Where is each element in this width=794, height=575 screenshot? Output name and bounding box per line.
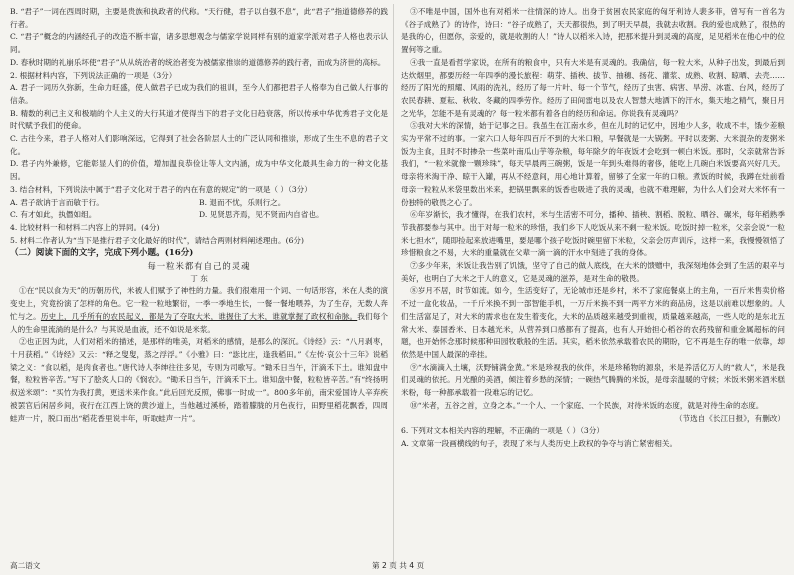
question-2-option-c: C. 古往今来，君子人格对人们影响深远，它得到了社会各阶层人士的广泛认同和推崇，形成了生生不息的君子文化。: [10, 134, 388, 156]
paragraph-6: ⑥年岁渐长，我才懂得，在我们农村，米与生活密不可分，播种、插秧、割稻、脱粒、晒谷、碾米，每年稻熟季节我都要参与其中。出于对每一粒米的珍惜，我们乡下人吃饭从来不剩一粒米饭。吃饭时掉一粒米，父亲会说“一粒米七担水”，随即捡起来放进嘴里，要是哪个孩子吃饭时碗里留下米粒，父亲会厉声训斥，这样一来，我慢慢领悟了珍惜粮食之不易，大米的重量就在父辈一滴一滴的汗水中刻进了我的身体。: [401, 210, 785, 258]
left-column: [10, 6, 388, 425]
paragraph-9: ⑨“水滴滴入土壤，沃野铺满金黄。”米是珍视我的伙伴，米是珍稀物的源泉，米是养活亿万人的“救人”，米是我们灵魂的依托。月光酿的美酒，倾注着乡愁的深情；一碗热气腾腾的米饭，是母亲温暖的守候；米饭米粥米酒米糕米粉，每一种都承载着一段难忘的记忆。: [401, 362, 785, 398]
question-6-stem: 6. 下列对文本相关内容的理解，不正确的一项是（ ）（3分）: [401, 426, 604, 436]
section-heading: （二）阅读下面的文字，完成下列小题。(16分): [10, 248, 194, 259]
paragraph-1-start: ①在“民以食为天”的历朝历代，米被人们赋予了神性的力量。我们很难用一个词、一句话形容，米在人类的演变史上，究竟扮演了怎样的角色。它一粒一粒地繁衍，一季一季地生长，一餐一餐地喂养，为了生存，无数人奔忙与之。: [10, 286, 388, 321]
question-2-option-d: D. 君子内外兼修，它能彰显人们的价值，增加温良恭俭让等人文内涵，成为中华文化最具生命力的一种文化基因。: [10, 159, 388, 182]
footer-page-number: 第 2 页 共 4 页: [372, 561, 425, 570]
paragraph-3: ③不唯是中国，国外也有对稻米一往情深的诗人。出身于贫困农民家庭的匈牙利诗人裴多菲，曾写有一首名为《谷子成熟了》的诗作，诗曰：“谷子成熟了，天天都很热，到了明天早晨，我就去收割。我的爱也成熟了，很热的是我的心，但愿你，亲爱的，就是收割的人！”诗人以稻米入诗，把那米提升到灵魂的高度，足见稻米在他心中的位置何等之重。: [401, 7, 785, 55]
paragraph-1-underlined: 历史上，几乎所有的农民起义，都是为了夺取大米，谁握住了大米，谁就掌握了政权和命脉。: [40, 311, 358, 321]
question-3-option-b: B. 退而不忧，乐则行之。: [199, 197, 286, 207]
paragraph-4: ④我一直是看哲学家说，在所有的粮食中，只有大米是有灵魂的。我确信，每一粒大米，从种子出发，到最后到达炊烟里，都要历经一年四季的漫长旅程：萌芽、插秧、拔节、抽穗、扬花、灌浆、成熟、收割、晾晒、去壳……经历了阳光的照耀、风雨的洗礼，经历了每一片叶、每一个节气，经历了虫害、病害、旱涝、冰雹、台风，经历了农民春耕、夏耘、秋收、冬藏的四季劳作。经历了田间雷电以及农人智慧大地洒下的汗水，集天地之精气，聚日月之光华，怎能不是有灵魂的？每一粒米都有着各自的经历和命运。你说我有灵魂吗？: [401, 57, 785, 118]
paragraph-1-end: 我们每个人的生命里流淌的是什么？与其说是血液，还不如说是米浆。: [10, 311, 389, 334]
paragraph-1: [10, 285, 388, 336]
question-5: 5. 材料二作者认为“当下是推行君子文化最好的时代”，请结合两则材料阐述理由。(6分): [10, 235, 304, 245]
paragraph-7: ⑦多少年来，米饭让我告别了饥饿，坚守了自己的做人底线，在大米的馈赠中，我深刻地体会到了生活的艰辛与美好，也明白了大米之于人的意义，它是灵魂的滋养，是对生命的敬畏。: [401, 261, 785, 283]
paragraph-5: ⑤我对大米的深情，始于记事之日。我虽生在江南水乡，但在儿时的记忆中，因地少人多，收成不丰，饿少差粮实为平常不过的事。一家六口人每年四百斤不到的大米口粮，早餐就是一大锅粥。平时以麦粥、大米混杂的麦粥米饭为主食，且时不时掺杂一些菜叶南瓜山芋等杂粮，每年除夕的年夜饭才会吃到一顿白米饭。那时，父亲就常告诉我们，“一粒米就像一颗珍珠”，每天早晨两三碗粥，饭是一年到头难得的奢侈，能吃上几碗白米饭要高兴好几天。母亲将米淘干净、晾干入罐，再从不经意间，用心地计算着，留够了全家一年的口粮。煮饭的时候，我蹲在灶前看母亲一粒粒从米袋里数出米来，把锅里飘来的饭香也吸进了我的灵魂，也就不难理解，为什么人们会对大米怀有一份独特的敬畏之心了。: [401, 121, 785, 207]
question-3-option-a: A. 君子欲讷于言而敏于行。: [10, 197, 104, 207]
question-3-option-c: C. 有才如此，执僭如组。: [10, 210, 97, 220]
right-column: [401, 6, 785, 451]
question-3-options: [10, 197, 388, 222]
option-d-top: D. 春秋时期的礼崩乐坏使“君子”从从统治者的统治者变为被儒家推崇的道德修养的践行者，而成为济世的高标。: [10, 57, 386, 67]
question-2-option-a: A. 君子一词历久弥新，生命力旺盛，使人做君子已成为我们的祖训，至今人们都把君子人格奉为自己做人行事的信条。: [10, 83, 388, 105]
question-6-option-a: A. 文章第一段画横线的句子，表现了米与人类历史上政权的争夺与消亡紧密相关。: [401, 438, 678, 448]
question-4: 4. 比较材料一和材料二内容上的异同。(4分): [10, 222, 160, 232]
question-3-option-d: D. 见贤思齐焉，见不贤而内自省也。: [199, 210, 324, 220]
option-b-top: B. “君子”一词在西周时期，主要是贵族和执政者的代称。“天行健，君子以自强不息”，此“君子”指道德修养的践行者。: [10, 7, 388, 29]
question-3-stem: 3. 结合材料，下列说法中属于“君子文化对于君子的内在有意的规定”的一项是（ ）（3分）: [10, 184, 312, 194]
article-author: 丁 东: [190, 273, 208, 283]
option-c-top: C. “君子”概念的内涵经孔子的改造不断丰富，诸多思想观念与儒家学说同样有别的道家学派对君子人格也表示认同。: [10, 32, 388, 55]
footer-subject: 高二语文: [10, 561, 41, 570]
article-title: 每一粒米都有自己的灵魂: [147, 261, 251, 272]
question-2-stem: 2. 根据材料内容，下列说法正确的一项是（3分）: [10, 70, 177, 80]
paragraph-10: ⑩“米者，五谷之首，立身之本。”一个人、一个家庭、一个民族，对待米饭的态度，就是对待生命的态度。: [410, 400, 764, 410]
question-2-option-b: B. 精数的利己主义和极端的个人主义的大行其道才使得当下的君子文化日趋衰落，所以传承中华优秀君子文化是时代赋予我们的使命。: [10, 108, 388, 131]
paragraph-8: ⑧岁月不居，时节如流。如今，生活变好了，无论城市还是乡村，米不了家庭餐桌上的主角，一百斤米售卖价格不过一盒化妆品，一千斤米换不到一部智能手机，一万斤米换不到一两平方米的商品房，这是以前难以想象的。人们生活富足了，对大米的需求也在发生着变化，大米的品质越来越受到重视，质量越来越高，一些人吃的是东北五常大米、泰国香米、日本越光米，从营养到口感都有了提高，也有人开始担心稻谷的农药残留和重金属超标的问题，也开始怀念那时候那种田园牧歌般的生活。其实，稻米依然承载着农民的期盼，它不再是生存的唯一依靠，却依然是中国人最深的牵挂。: [401, 286, 785, 359]
column-divider: [393, 4, 394, 564]
paragraph-2: ②也正因为此，人们对稻米的描述，是那样的唯美，对稻米的感情，是那么的深沉。《诗经》云：“八月剥枣，十月获稻。”《诗经》又云：“释之叟叟，蒸之浮浮。”《小雅》曰：“毖比庄，逢我稻田。”《左传·哀公十三年》说稻梁之义：“食以稻，是肉食者也。”唐代诗人李绅往往多见，专则为司歌写。“锄禾日当午，汗滴禾下土。谁知盘中餐，粒粒皆辛苦。”写下了脍炙人口的《悯农》。“锄禾日当午，汗滴禾下土。谁知盘中餐，粒粒皆辛苦。”有“终扬明叔送米颂”：“买竹为我打黄，更送米来作食。”此后回光反照，佛事一时成一”。800多年前，南宋爱国诗人辛弃疾被罢官后闲居乡间，夜行在江西上饶的黄沙道上，当他越过溪桥，踏着朦胧的月色夜行，田野里稻花飘香，四周蛙声一片，脱口而出“稻花香里说丰年，听取蛙声一片”。: [10, 337, 388, 423]
source-note: （节选自《长江日报》，有删改）: [674, 413, 785, 423]
